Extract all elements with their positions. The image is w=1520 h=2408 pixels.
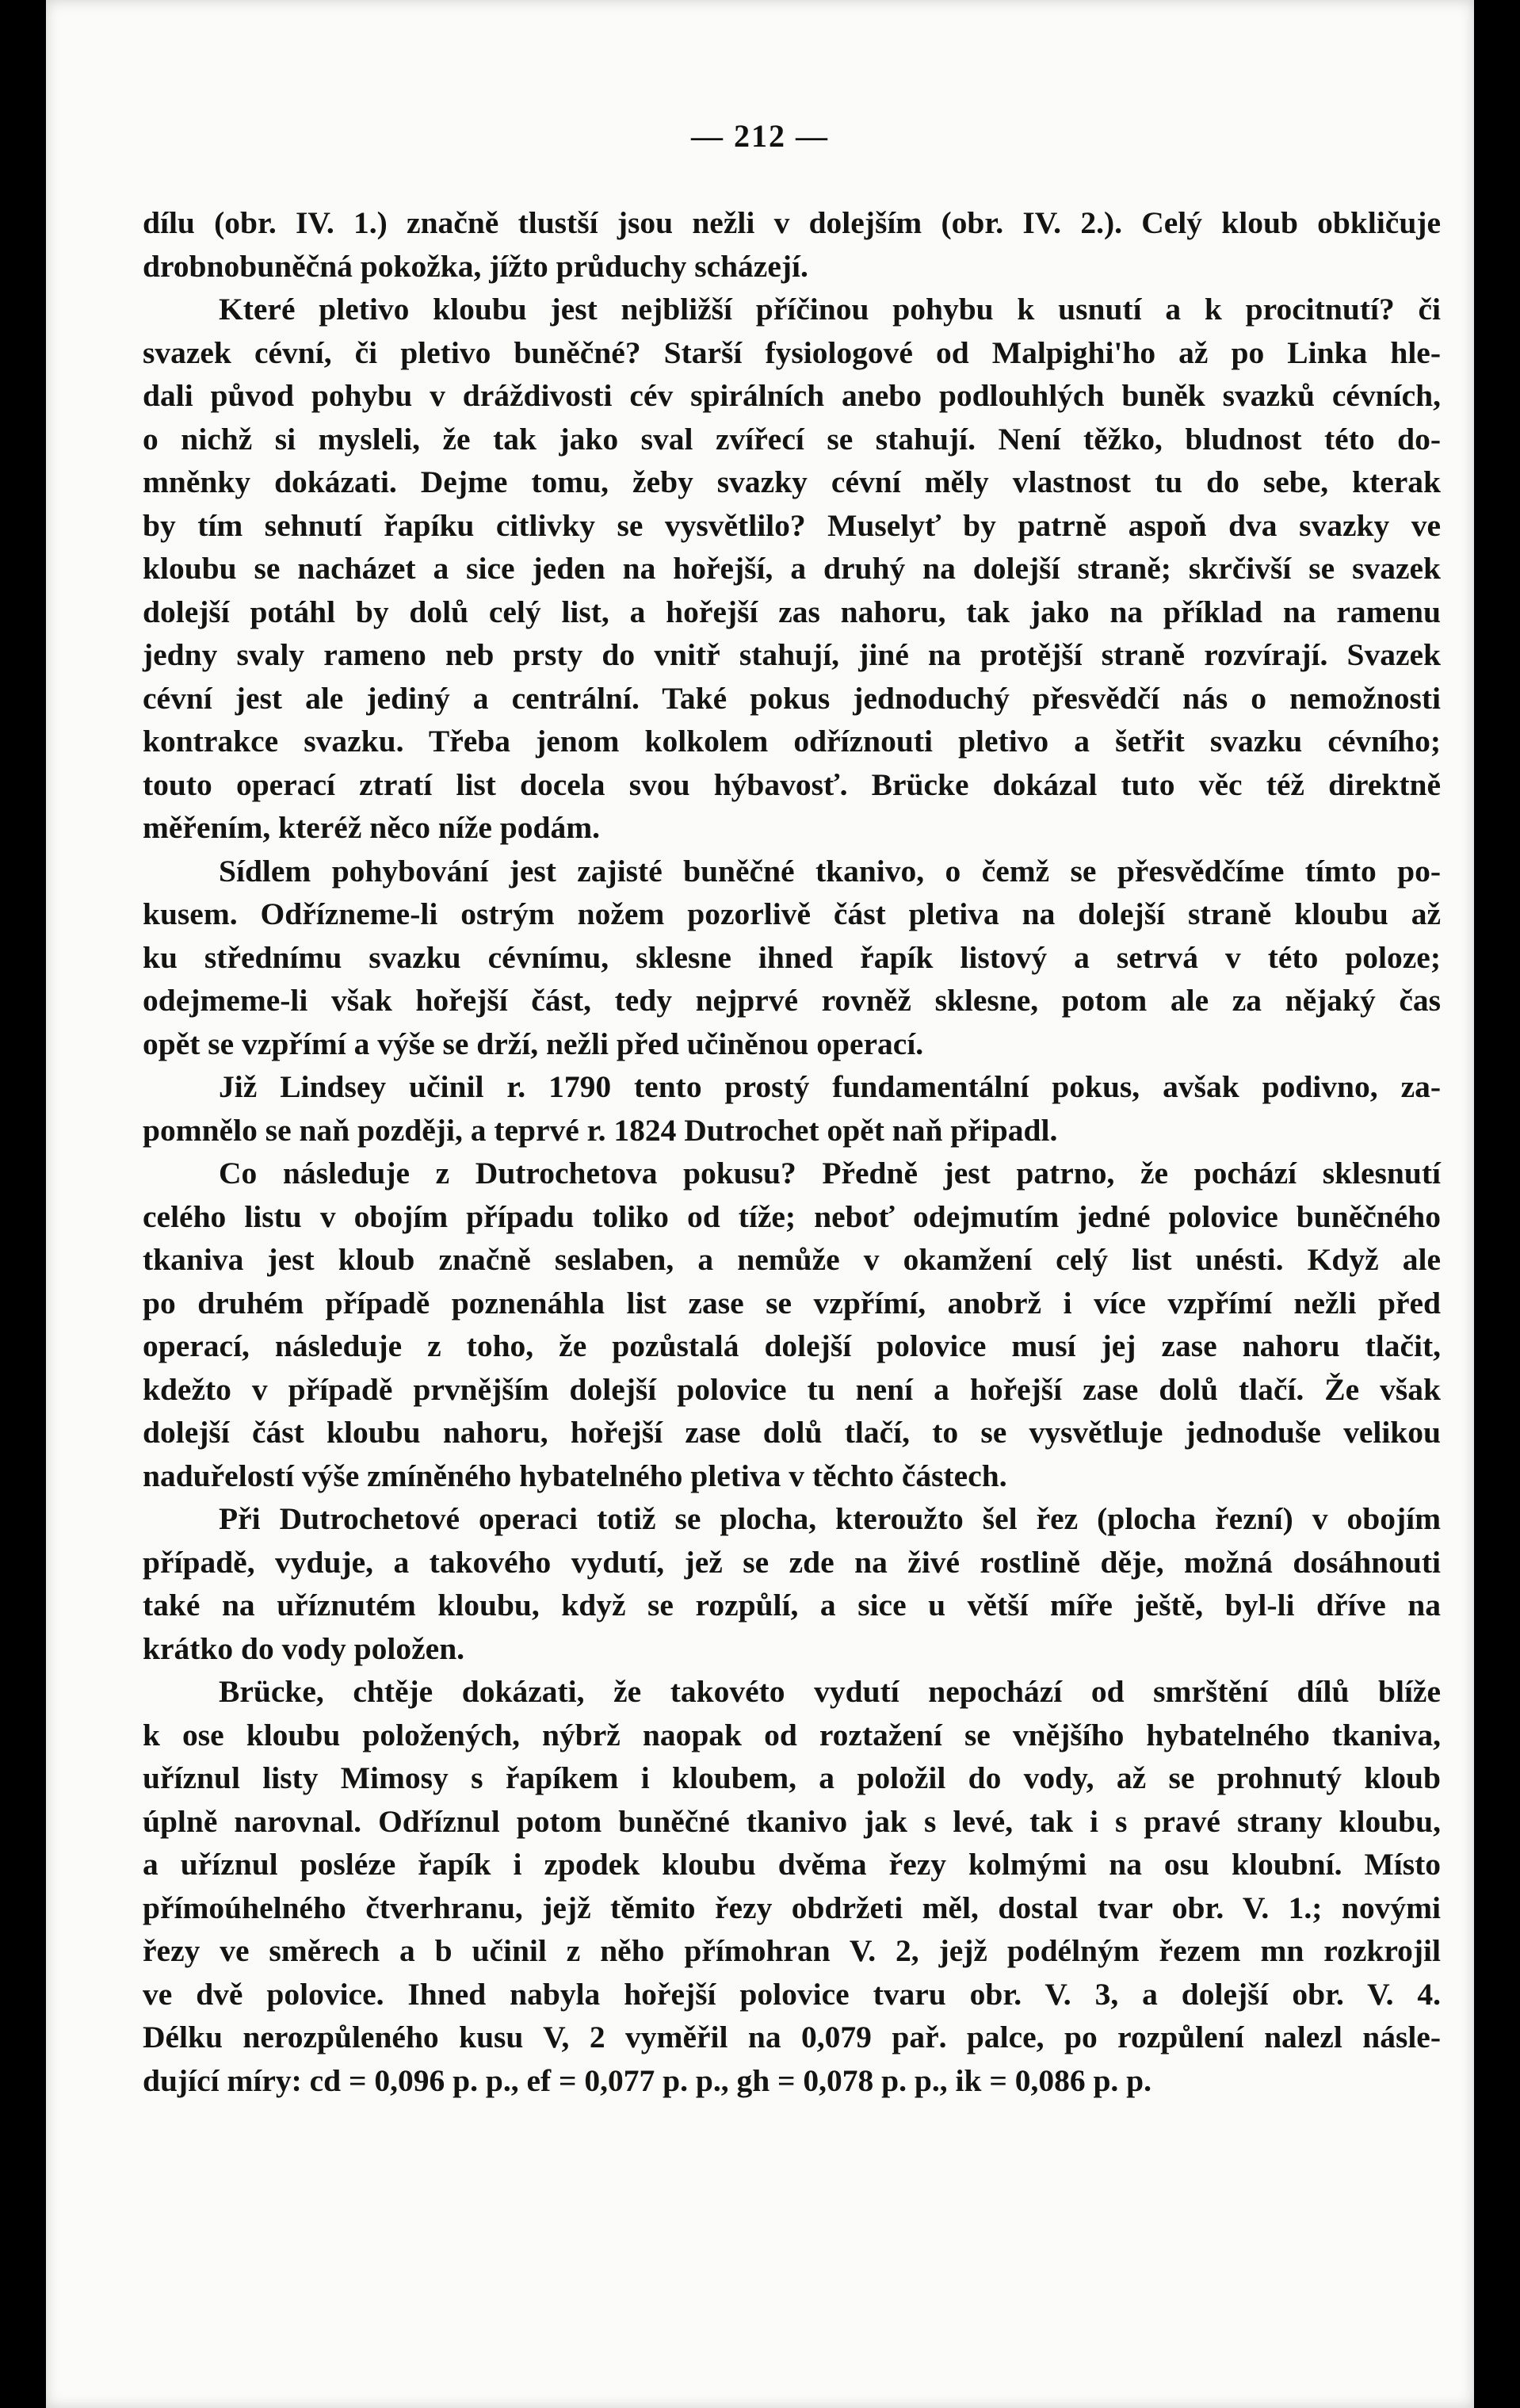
text-line: kdežto v případě prvnějším dolejší polovice tu není a hořejší zase dolů tlačí. Že však <box>143 1371 1441 1407</box>
text-line: mněnky dokázati. Dejme tomu, žeby svazky cévní měly vlastnost tu do sebe, kterak <box>143 464 1441 499</box>
text-line: opět se vzpřímí a výše se drží, nežli před učiněnou operací. <box>143 1026 924 1061</box>
text-line: dující míry: cd = 0,096 p. p., ef = 0,077 p. p., gh = 0,078 p. p., ik = 0,086 p. p. <box>143 2062 1152 2098</box>
text-line: dali původ pohybu v dráždivosti cév spirálních anebo podlouhlých buněk svazků cévních, <box>143 378 1441 413</box>
text-line: řezy ve směrech a b učinil z něho přímohran V. 2, jejž podélným řezem mn rozkrojil <box>143 1933 1441 1968</box>
text-line: Již Lindsey učinil r. 1790 tento prostý fundamentální pokus, avšak podivno, za- <box>219 1069 1441 1104</box>
text-line: Co následuje z Dutrochetova pokusu? Předně jest patrno, že pochází sklesnutí <box>219 1156 1441 1191</box>
text-line: uříznul listy Mimosy s řapíkem i kloubem, a položil do vody, až se prohnutý kloub <box>143 1760 1441 1795</box>
body-text <box>143 201 1441 2102</box>
text-line: k ose kloubu položených, nýbrž naopak od roztažení se vnějšího hybatelného tkaniva, <box>143 1717 1441 1752</box>
text-line: úplně narovnal. Odříznul potom buněčné tkanivo jak s levé, tak i s pravé strany kloubu, <box>143 1803 1441 1839</box>
text-line: také na uříznutém kloubu, když se rozpůlí, a sice u větší míře ještě, byl-li dříve na <box>143 1588 1441 1623</box>
text-line: kusem. Odřízneme-li ostrým nožem pozorlivě část pletiva na dolejší straně kloubu až <box>143 896 1441 931</box>
text-line: o nichž si mysleli, že tak jako sval zvířecí se stahují. Není těžko, bludnost této do- <box>143 421 1441 457</box>
text-line: odejmeme-li však hořejší část, tedy nejprvé rovněž sklesne, potom ale za nějaký čas <box>143 983 1441 1018</box>
text-line: případě, vyduje, a takového vydutí, jež se zde na živé rostlině děje, možná dosáhnouti <box>143 1544 1441 1580</box>
text-line: dolejší část kloubu nahoru, hořejší zase dolů tlačí, to se vysvětluje jednoduše velikou <box>143 1415 1441 1450</box>
text-line: Délku nerozpůleného kusu V, 2 vyměřil na 0,079 pař. palce, po rozpůlení nalezl násle- <box>143 2020 1441 2054</box>
text-line: naduřelostí výše zmíněného hybatelného pletiva v těchto částech. <box>143 1458 1007 1493</box>
text-line: krátko do vody položen. <box>143 1630 465 1666</box>
text-line: dolejší potáhl by dolů celý list, a hořejší zas nahoru, tak jako na příklad na ramenu <box>143 594 1441 629</box>
text-line: drobnobuněčná pokožka, jížto průduchy scházejí. <box>143 248 808 284</box>
text-line: kontrakce svazku. Třeba jenom kolkolem odříznouti pletivo a šetřit svazku cévního; <box>143 724 1441 759</box>
text-line: Které pletivo kloubu jest nejbližší příčinou pohybu k usnutí a k procitnutí? či <box>219 292 1441 327</box>
text-line: pomnělo se naň později, a teprvé r. 1824 Dutrochet opět naň připadl. <box>143 1112 1058 1148</box>
text-line: přímoúhelného čtverhranu, jejž těmito řezy obdržeti měl, dostal tvar obr. V. 1.; novými <box>143 1890 1441 1925</box>
text-line: ku střednímu svazku cévnímu, sklesne ihned řapík listový a setrvá v této poloze; <box>143 939 1441 975</box>
text-line: jedny svaly rameno neb prsty do vnitř stahují, jiné na protější straně rozvírají. Svazek <box>143 637 1441 672</box>
text-line: Při Dutrochetové operaci totiž se plocha, kteroužto šel řez (plocha řezní) v obojím <box>219 1501 1441 1536</box>
text-line: dílu (obr. IV. 1.) značně tlustší jsou nežli v dolejším (obr. IV. 2.). Celý kloub obkličuje <box>143 205 1441 240</box>
text-line: Brücke, chtěje dokázati, že takovéto vydutí nepochází od smrštění dílů blíže <box>219 1674 1441 1709</box>
text-line: cévní jest ale jediný a centrální. Také pokus jednoduchý přesvědčí nás o nemožnosti <box>143 680 1441 716</box>
book-page <box>46 0 1474 2408</box>
text-line: touto operací ztratí list docela svou hýbavosť. Brücke dokázal tuto věc též direktně <box>143 766 1441 802</box>
text-line: po druhém případě poznenáhla list zase se vzpřímí, anobrž i více vzpřímí nežli před <box>143 1285 1441 1321</box>
text-line: by tím sehnutí řapíku citlivky se vysvětlilo? Muselyť by patrně aspoň dva svazky ve <box>143 507 1441 543</box>
text-line: měřením, kteréž něco níže podám. <box>143 810 600 845</box>
text-line: celého listu v obojím případu toliko od tíže; neboť odejmutím jedné polovice buněčného <box>143 1198 1441 1234</box>
page-number: — 212 — <box>691 118 829 154</box>
text-line: svazek cévní, či pletivo buněčné? Starší fysiologové od Malpighi'ho až po Linka hle- <box>143 334 1441 370</box>
text-line: kloubu se nacházet a sice jeden na hořejší, a druhý na dolejší straně; skrčivší se svazek <box>143 551 1441 586</box>
text-line: a uříznul posléze řapík i zpodek kloubu dvěma řezy kolmými na osu kloubní. Místo <box>143 1847 1441 1882</box>
text-line: operací, následuje z toho, že pozůstalá dolejší polovice musí jej zase nahoru tlačit, <box>143 1328 1441 1363</box>
text-line: Sídlem pohybování jest zajisté buněčné tkanivo, o čemž se přesvědčíme tímto po- <box>219 853 1441 889</box>
text-line: tkaniva jest kloub značně seslaben, a nemůže v okamžení celý list unésti. Když ale <box>143 1242 1441 1277</box>
text-line: ve dvě polovice. Ihned nabyla hořejší polovice tvaru obr. V. 3, a dolejší obr. V. 4. <box>143 1976 1441 2012</box>
